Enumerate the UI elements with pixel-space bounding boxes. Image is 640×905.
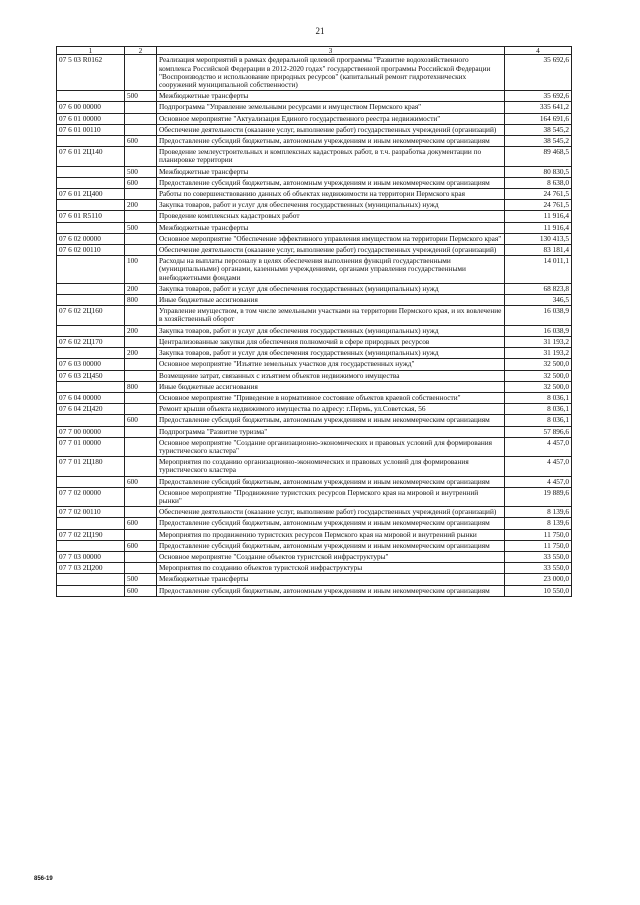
row-code-cell	[57, 91, 125, 102]
table-row	[57, 222, 572, 233]
row-expense-type-cell	[125, 487, 157, 506]
row-expense-type-cell	[125, 507, 157, 518]
row-expense-type-cell: 500	[125, 91, 157, 102]
table-header-row	[57, 47, 572, 55]
row-expense-type-cell	[125, 102, 157, 113]
row-name-cell: Предоставление субсидий бюджетным, автономным учреждениям и иным некоммерческим организациям	[157, 476, 505, 487]
row-name-cell: Ремонт крыши объекта недвижимого имущества по адресу: г.Пермь, ул.Советская, 56	[157, 404, 505, 415]
row-code-cell: 07 7 01 2Ц180	[57, 457, 125, 476]
row-amount-cell: 31 193,2	[505, 336, 572, 347]
table-row	[57, 348, 572, 359]
row-amount-cell: 11 750,0	[505, 529, 572, 540]
table-row	[57, 574, 572, 585]
row-code-cell	[57, 256, 125, 284]
table-row	[57, 529, 572, 540]
row-name-cell: Основное мероприятие "Приведение в нормативное состояние объектов краевой собственности"	[157, 392, 505, 403]
row-code-cell	[57, 476, 125, 487]
column-header-name: 3	[157, 47, 505, 55]
row-amount-cell: 38 545,2	[505, 136, 572, 147]
row-name-cell: Основное мероприятие "Актуализация Единого государственного реестра недвижимости"	[157, 113, 505, 124]
row-code-cell	[57, 283, 125, 294]
row-expense-type-cell: 200	[125, 283, 157, 294]
row-expense-type-cell	[125, 306, 157, 325]
table-row	[57, 91, 572, 102]
row-amount-cell: 57 896,6	[505, 426, 572, 437]
table-row	[57, 457, 572, 476]
row-name-cell: Работы по совершенствованию данных об объектах недвижимости на территории Пермского края	[157, 189, 505, 200]
row-expense-type-cell: 600	[125, 585, 157, 596]
column-header-amount: 4	[505, 47, 572, 55]
row-name-cell: Основное мероприятие "Обеспечение эффективного управления имуществом на территории Пермского края"	[157, 233, 505, 244]
row-expense-type-cell	[125, 336, 157, 347]
row-code-cell: 07 6 02 00110	[57, 245, 125, 256]
document-footer-mark: 856-19	[34, 876, 53, 882]
table-row	[57, 233, 572, 244]
table-row	[57, 211, 572, 222]
row-name-cell: Реализация мероприятий в рамках федеральной целевой программы "Развитие водохозяйственного комплекса Российской Федерации в 2012-2020 годах" государственной программы Российской Федерации "Воспроизводство и использование природных ресурсов" (капитальный ремонт гидротехнических сооружений муниципальной собственности)	[157, 55, 505, 91]
row-name-cell: Основное мероприятие "Создание организационно-экономических и правовых условий для формирования туристического кластера"	[157, 437, 505, 456]
row-expense-type-cell: 200	[125, 200, 157, 211]
row-code-cell: 07 7 03 00000	[57, 551, 125, 562]
row-amount-cell: 16 038,9	[505, 306, 572, 325]
row-name-cell: Межбюджетные трансферты	[157, 222, 505, 233]
table-row	[57, 563, 572, 574]
row-expense-type-cell	[125, 426, 157, 437]
table-row	[57, 102, 572, 113]
row-name-cell: Подпрограмма "Развитие туризма"	[157, 426, 505, 437]
row-expense-type-cell	[125, 529, 157, 540]
row-expense-type-cell: 800	[125, 381, 157, 392]
row-expense-type-cell: 600	[125, 415, 157, 426]
row-name-cell: Обеспечение деятельности (оказание услуг, выполнение работ) государственных учреждений (организаций)	[157, 124, 505, 135]
row-amount-cell: 4 457,0	[505, 437, 572, 456]
row-amount-cell: 32 500,0	[505, 370, 572, 381]
row-name-cell: Предоставление субсидий бюджетным, автономным учреждениям и иным некоммерческим организациям	[157, 540, 505, 551]
row-expense-type-cell: 200	[125, 325, 157, 336]
budget-table	[56, 46, 572, 597]
table-row	[57, 585, 572, 596]
row-name-cell: Мероприятия по созданию организационно-экономических и правовых условий для формирования туристического кластера	[157, 457, 505, 476]
row-amount-cell: 24 761,5	[505, 189, 572, 200]
table-row	[57, 518, 572, 529]
table-row	[57, 177, 572, 188]
row-name-cell: Обеспечение деятельности (оказание услуг, выполнение работ) государственных учреждений (организаций)	[157, 507, 505, 518]
row-amount-cell: 11 750,0	[505, 540, 572, 551]
table-row	[57, 166, 572, 177]
row-expense-type-cell	[125, 392, 157, 403]
table-row	[57, 113, 572, 124]
row-code-cell: 07 6 01 2Ц400	[57, 189, 125, 200]
row-expense-type-cell	[125, 189, 157, 200]
row-name-cell: Иные бюджетные ассигнования	[157, 295, 505, 306]
row-expense-type-cell: 600	[125, 540, 157, 551]
row-code-cell	[57, 585, 125, 596]
row-code-cell: 07 6 04 2Ц420	[57, 404, 125, 415]
table-row	[57, 336, 572, 347]
row-code-cell: 07 6 01 2Ц140	[57, 147, 125, 166]
table-row	[57, 189, 572, 200]
table-row	[57, 136, 572, 147]
row-code-cell: 07 6 04 00000	[57, 392, 125, 403]
row-amount-cell: 32 500,0	[505, 359, 572, 370]
row-name-cell: Иные бюджетные ассигнования	[157, 381, 505, 392]
row-amount-cell: 164 691,6	[505, 113, 572, 124]
row-name-cell: Управление имуществом, в том числе земельными участками на территории Пермского края, и их вовлечение в хозяйственный оборот	[157, 306, 505, 325]
row-expense-type-cell	[125, 124, 157, 135]
row-name-cell: Межбюджетные трансферты	[157, 574, 505, 585]
row-code-cell: 07 6 03 2Ц450	[57, 370, 125, 381]
row-name-cell: Мероприятия по продвижению туристских ресурсов Пермского края на мировой и внутренний рынки	[157, 529, 505, 540]
row-name-cell: Межбюджетные трансферты	[157, 166, 505, 177]
row-expense-type-cell: 800	[125, 295, 157, 306]
row-code-cell	[57, 574, 125, 585]
row-amount-cell: 8 139,6	[505, 507, 572, 518]
row-amount-cell: 8 139,6	[505, 518, 572, 529]
row-code-cell	[57, 136, 125, 147]
row-name-cell: Закупка товаров, работ и услуг для обеспечения государственных (муниципальных) нужд	[157, 200, 505, 211]
row-code-cell	[57, 295, 125, 306]
row-name-cell: Проведение комплексных кадастровых работ	[157, 211, 505, 222]
row-amount-cell: 11 916,4	[505, 211, 572, 222]
row-expense-type-cell	[125, 147, 157, 166]
row-expense-type-cell	[125, 437, 157, 456]
row-expense-type-cell: 600	[125, 518, 157, 529]
row-expense-type-cell	[125, 245, 157, 256]
row-amount-cell: 33 550,0	[505, 551, 572, 562]
row-expense-type-cell	[125, 233, 157, 244]
table-row	[57, 404, 572, 415]
table-row	[57, 147, 572, 166]
row-code-cell: 07 6 01 00000	[57, 113, 125, 124]
table-row	[57, 256, 572, 284]
row-code-cell: 07 7 03 2Ц200	[57, 563, 125, 574]
row-name-cell: Мероприятия по созданию объектов туристской инфраструктуры	[157, 563, 505, 574]
row-name-cell: Проведение землеустроительных и комплексных кадастровых работ, в т.ч. разработка документации по планировке территории	[157, 147, 505, 166]
table-row	[57, 415, 572, 426]
row-name-cell: Основное мероприятие "Создание объектов туристской инфраструктуры"	[157, 551, 505, 562]
row-name-cell: Закупка товаров, работ и услуг для обеспечения государственных (муниципальных) нужд	[157, 348, 505, 359]
row-amount-cell: 23 000,0	[505, 574, 572, 585]
row-name-cell: Основное мероприятие "Продвижение туристских ресурсов Пермского края на мировой и внутренний рынки"	[157, 487, 505, 506]
row-name-cell: Закупка товаров, работ и услуг для обеспечения государственных (муниципальных) нужд	[157, 325, 505, 336]
row-expense-type-cell: 200	[125, 348, 157, 359]
page-number: 21	[315, 26, 325, 36]
row-name-cell: Расходы на выплаты персоналу в целях обеспечения выполнения функций государственными (муниципальными) органами, казенными учреждениями, органами управления государственными внебюджетными фондами	[157, 256, 505, 284]
row-expense-type-cell	[125, 359, 157, 370]
row-amount-cell: 24 761,5	[505, 200, 572, 211]
row-code-cell: 07 6 02 2Ц170	[57, 336, 125, 347]
row-name-cell: Предоставление субсидий бюджетным, автономным учреждениям и иным некоммерческим организациям	[157, 415, 505, 426]
row-amount-cell: 11 916,4	[505, 222, 572, 233]
row-amount-cell: 19 889,6	[505, 487, 572, 506]
row-code-cell: 07 7 00 00000	[57, 426, 125, 437]
row-code-cell	[57, 518, 125, 529]
row-code-cell: 07 5 03 R0162	[57, 55, 125, 91]
table-row	[57, 437, 572, 456]
row-expense-type-cell	[125, 113, 157, 124]
row-amount-cell: 8 036,1	[505, 404, 572, 415]
row-name-cell: Закупка товаров, работ и услуг для обеспечения государственных (муниципальных) нужд	[157, 283, 505, 294]
row-name-cell: Подпрограмма "Управление земельными ресурсами и имуществом Пермского края"	[157, 102, 505, 113]
row-name-cell: Предоставление субсидий бюджетным, автономным учреждениям и иным некоммерческим организациям	[157, 177, 505, 188]
row-code-cell	[57, 325, 125, 336]
row-code-cell: 07 7 02 2Ц190	[57, 529, 125, 540]
column-header-code: 1	[57, 47, 125, 55]
row-amount-cell: 89 468,5	[505, 147, 572, 166]
row-name-cell: Обеспечение деятельности (оказание услуг, выполнение работ) государственных учреждений (организаций)	[157, 245, 505, 256]
row-amount-cell: 8 036,1	[505, 392, 572, 403]
row-expense-type-cell	[125, 563, 157, 574]
row-name-cell: Возмещение затрат, связанных с изъятием объектов недвижимого имущества	[157, 370, 505, 381]
row-code-cell	[57, 166, 125, 177]
table-row	[57, 359, 572, 370]
row-code-cell: 07 6 02 2Ц160	[57, 306, 125, 325]
row-code-cell: 07 7 02 00000	[57, 487, 125, 506]
row-amount-cell: 14 011,1	[505, 256, 572, 284]
row-name-cell: Предоставление субсидий бюджетным, автономным учреждениям и иным некоммерческим организациям	[157, 518, 505, 529]
table-row	[57, 245, 572, 256]
row-code-cell	[57, 381, 125, 392]
row-code-cell: 07 6 02 00000	[57, 233, 125, 244]
table-row	[57, 476, 572, 487]
row-amount-cell: 4 457,0	[505, 457, 572, 476]
row-expense-type-cell: 600	[125, 136, 157, 147]
table-row	[57, 392, 572, 403]
row-expense-type-cell: 600	[125, 476, 157, 487]
row-amount-cell: 80 830,5	[505, 166, 572, 177]
table-row	[57, 551, 572, 562]
row-amount-cell: 130 413,5	[505, 233, 572, 244]
row-expense-type-cell	[125, 457, 157, 476]
row-name-cell: Централизованные закупки для обеспечения полномочий в сфере природных ресурсов	[157, 336, 505, 347]
row-expense-type-cell	[125, 211, 157, 222]
row-amount-cell: 8 638,0	[505, 177, 572, 188]
row-expense-type-cell	[125, 370, 157, 381]
row-amount-cell: 32 500,0	[505, 381, 572, 392]
row-amount-cell: 31 193,2	[505, 348, 572, 359]
row-amount-cell: 346,5	[505, 295, 572, 306]
row-code-cell	[57, 348, 125, 359]
row-amount-cell: 8 036,1	[505, 415, 572, 426]
row-code-cell: 07 7 02 00110	[57, 507, 125, 518]
row-amount-cell: 68 823,8	[505, 283, 572, 294]
row-expense-type-cell: 600	[125, 177, 157, 188]
row-expense-type-cell: 500	[125, 222, 157, 233]
table-row	[57, 370, 572, 381]
table-row	[57, 325, 572, 336]
row-name-cell: Предоставление субсидий бюджетным, автономным учреждениям и иным некоммерческим организациям	[157, 136, 505, 147]
row-name-cell: Предоставление субсидий бюджетным, автономным учреждениям и иным некоммерческим организациям	[157, 585, 505, 596]
row-code-cell	[57, 222, 125, 233]
row-expense-type-cell: 100	[125, 256, 157, 284]
row-code-cell: 07 7 01 00000	[57, 437, 125, 456]
row-amount-cell: 16 038,9	[505, 325, 572, 336]
table-row	[57, 507, 572, 518]
row-amount-cell: 335 641,2	[505, 102, 572, 113]
row-expense-type-cell: 500	[125, 574, 157, 585]
row-expense-type-cell	[125, 55, 157, 91]
table-row	[57, 426, 572, 437]
row-code-cell	[57, 200, 125, 211]
row-name-cell: Межбюджетные трансферты	[157, 91, 505, 102]
table-row	[57, 306, 572, 325]
row-expense-type-cell	[125, 551, 157, 562]
row-amount-cell: 35 692,6	[505, 55, 572, 91]
table-row	[57, 200, 572, 211]
row-code-cell: 07 6 01 R5110	[57, 211, 125, 222]
column-header-type: 2	[125, 47, 157, 55]
row-amount-cell: 33 550,0	[505, 563, 572, 574]
row-amount-cell: 38 545,2	[505, 124, 572, 135]
table-row	[57, 55, 572, 91]
table-row	[57, 124, 572, 135]
row-amount-cell: 10 550,0	[505, 585, 572, 596]
table-body	[57, 55, 572, 596]
table-row	[57, 295, 572, 306]
row-code-cell	[57, 177, 125, 188]
row-amount-cell: 83 181,4	[505, 245, 572, 256]
row-amount-cell: 4 457,0	[505, 476, 572, 487]
table-row	[57, 283, 572, 294]
row-code-cell	[57, 415, 125, 426]
row-code-cell	[57, 540, 125, 551]
table-row	[57, 381, 572, 392]
row-expense-type-cell	[125, 404, 157, 415]
row-code-cell: 07 6 03 00000	[57, 359, 125, 370]
row-code-cell: 07 6 01 00110	[57, 124, 125, 135]
row-expense-type-cell: 500	[125, 166, 157, 177]
table-row	[57, 487, 572, 506]
table-row	[57, 540, 572, 551]
row-code-cell: 07 6 00 00000	[57, 102, 125, 113]
row-amount-cell: 35 692,6	[505, 91, 572, 102]
row-name-cell: Основное мероприятие "Изъятие земельных участков для государственных нужд"	[157, 359, 505, 370]
